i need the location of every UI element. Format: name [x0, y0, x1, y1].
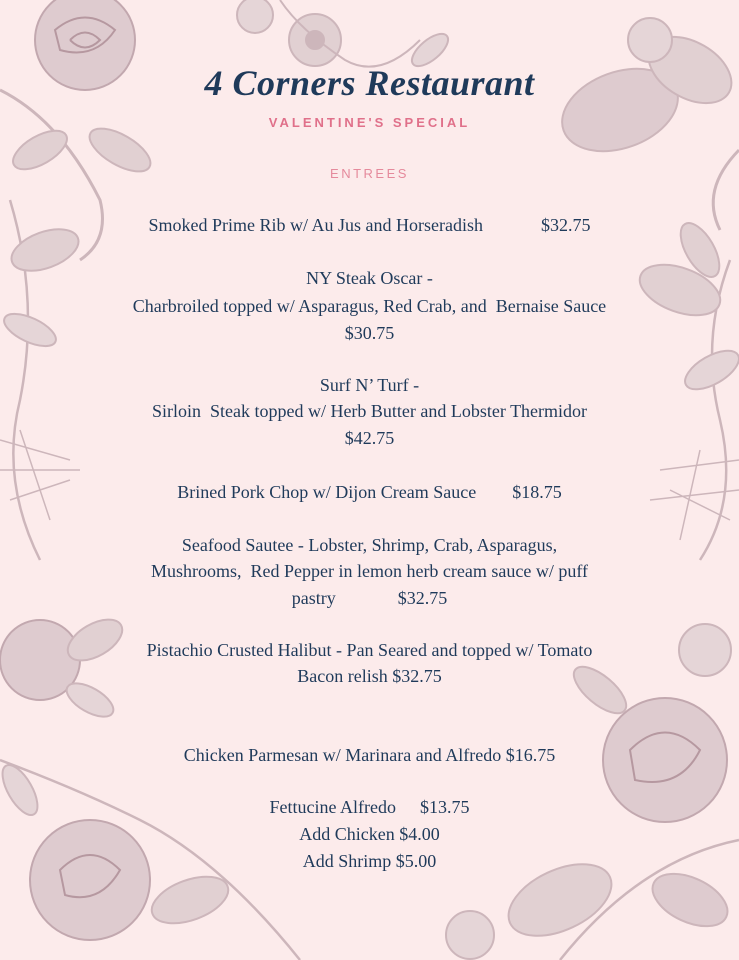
menu-item-surf-n-turf-price: $42.75 — [344, 428, 395, 448]
menu-item-halibut-line2: Bacon relish $32.75 — [297, 666, 442, 686]
item-name: Brined Pork Chop w/ Dijon Cream Sauce — [177, 482, 477, 502]
menu-item-fettucine — [0, 797, 739, 818]
menu-item-ny-steak-oscar-description: Charbroiled topped w/ Asparagus, Red Crab, and Bernaise Sauce — [132, 296, 607, 316]
menu-item-ny-steak-oscar-price: $30.75 — [344, 323, 395, 343]
menu-item-pork-chop — [0, 482, 739, 503]
menu-item-seafood-sautee-line2: Mushrooms, Red Pepper in lemon herb cream sauce w/ puff — [150, 561, 589, 581]
menu-item-surf-n-turf-name: Surf N’ Turf - — [319, 375, 420, 395]
menu-item-seafood-sautee-line3 — [0, 588, 739, 609]
menu-item-ny-steak-oscar-name: NY Steak Oscar - — [306, 268, 433, 288]
menu-item-halibut-line1: Pistachio Crusted Halibut - Pan Seared and topped w/ Tomato — [146, 640, 593, 660]
item-price: $13.75 — [419, 797, 470, 817]
item-price: $18.75 — [512, 482, 562, 502]
item-name: pastry — [291, 588, 336, 608]
menu-item-chicken-parmesan: Chicken Parmesan w/ Marinara and Alfredo $16.75 — [183, 745, 556, 765]
item-name: Smoked Prime Rib w/ Au Jus and Horseradish — [148, 215, 483, 235]
menu-item-seafood-sautee-line1: Seafood Sautee - Lobster, Shrimp, Crab, Asparagus, — [181, 535, 558, 555]
menu-item-prime-rib — [0, 215, 739, 236]
menu-addon-shrimp: Add Shrimp $5.00 — [302, 851, 437, 871]
section-title: ENTREES — [330, 166, 409, 181]
menu-addon-chicken: Add Chicken $4.00 — [299, 824, 440, 844]
restaurant-name: 4 Corners Restaurant — [204, 63, 535, 103]
item-price: $32.75 — [541, 215, 591, 235]
item-name: Fettucine Alfredo — [269, 797, 396, 817]
menu-subtitle: VALENTINE'S SPECIAL — [268, 115, 471, 130]
item-price: $32.75 — [397, 588, 448, 608]
menu-item-surf-n-turf-description: Sirloin Steak topped w/ Herb Butter and Lobster Thermidor — [151, 401, 588, 421]
